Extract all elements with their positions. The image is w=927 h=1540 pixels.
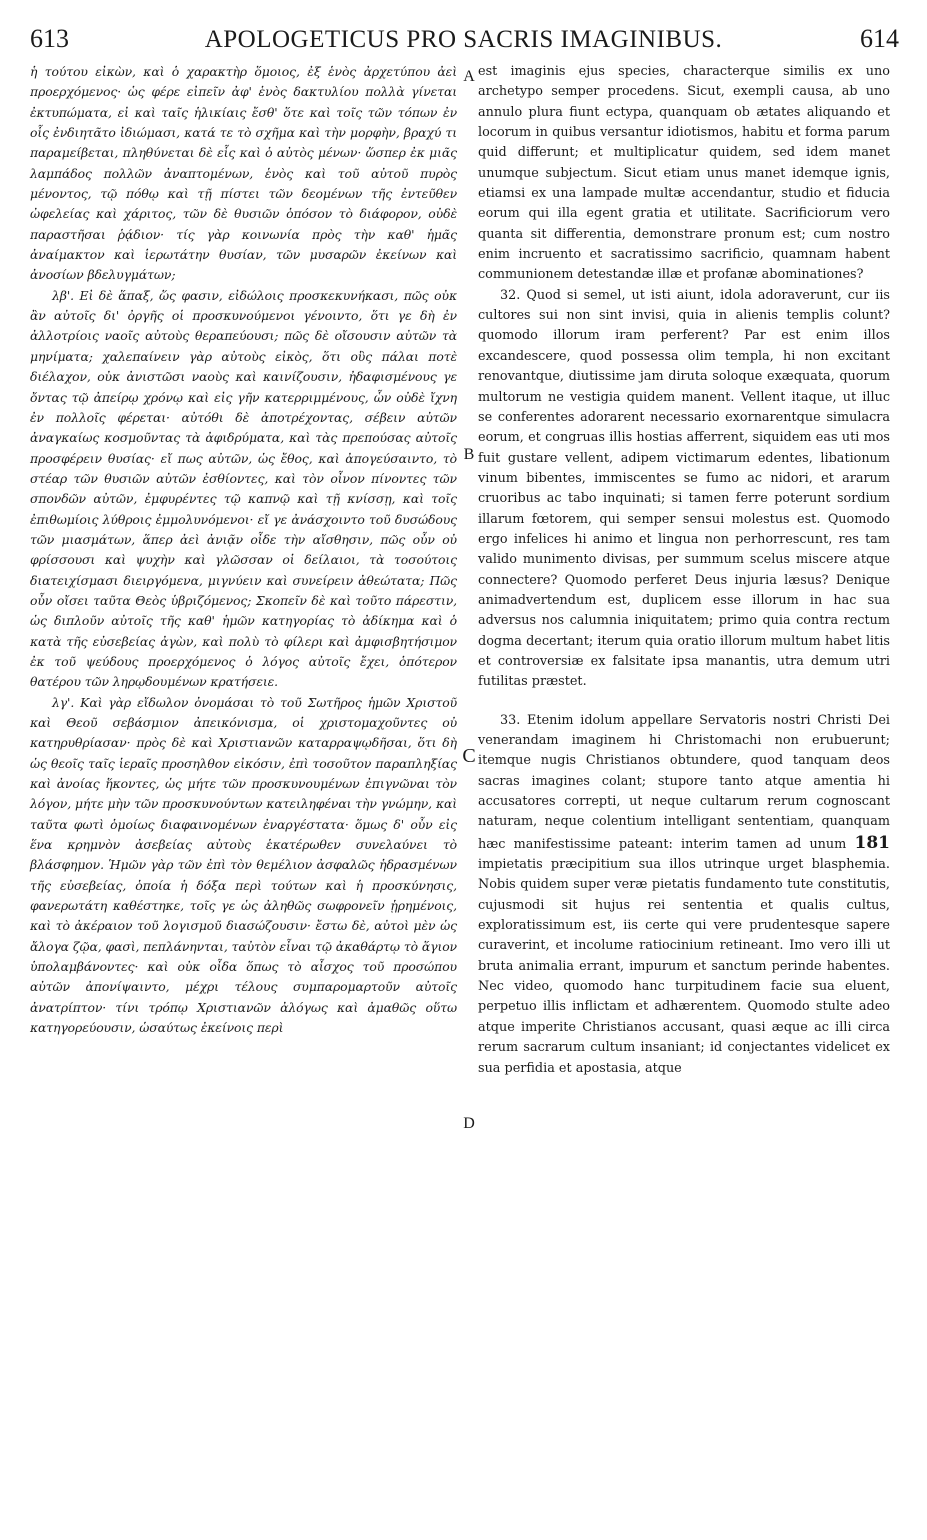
page-number-right: 614 — [860, 24, 899, 53]
latin-paragraph-1: est imaginis ejus species, characterque similis ex uno archetypo semper procedens. Sicut, exempli causa, ab uno annulo plura fiunt ectypa, quanquam ob ætates aliquando et locorum in quibus versantur idiotismos, habitu et forma parum quid differunt; et multiplicatur quidem, sed idem manet unumque subjectum. Sicut etiam unus manet idemque ignis, etiamsi ex una lampade multæ accendantur, studio et fiducia eorum qui illa egent gratia et utilitate. Sacrificiorum vero quanta sit differentia, demonstrare pronum est; cum nostro enim incruento et sacratissimo sacrificio, quamnam habent communionem detestandæ illæ et profanæ abominationes? — [478, 64, 890, 283]
greek-paragraph-3: λγ'. Καὶ γὰρ εἴδωλον ὀνομάσαι τὸ τοῦ Σωτῆρος ἡμῶν Χριστοῦ καὶ Θεοῦ σεβάσμιον ἀπεικόνισμα, οἱ χριστομαχοῦντες οὐ κατηρυθρίασαν· πρὸς δὲ καὶ Χριστιανῶν καταρραψῳδῆσαι, ὅτι δὴ ὡς θεοῖς ταῖς ἱεραῖς προσηλθον εἰκόσιν, ἐπὶ τοσοῦτον παραπληξίας καὶ ἀνοίας ἥκοντες, ὡς μήτε τῶν προσκυνουμένων ἐπιγνῶναι τὸν λόγον, μήτε μὴν τῶν προσκυνούντων κατειληφέναι τὴν γνώμην, καὶ ταῦτα φωτὶ ὁμοίως διαφαινομένων ἐναργέστατα· ὅμως δ' οὖν εἰς ἕνα κρημνὸν ἀσεβείας αὐτοὺς ἑκατέρωθεν συνελαύνει τὸ βλάσφημον. Ἡμῶν γὰρ τῶν ἐπὶ τὸν θεμέλιον ἀσφαλῶς ἡδρασμένων τῆς εὐσεβείας, ὁποία ἡ δόξα περὶ τούτων καὶ ἡ προσκύνησις, φανερωτάτη καθέστηκε, τοῖς γε ὡς ἀληθῶς σωφρονεῖν ᾑρημένοις, καὶ τὸ ἀκέραιον τοῦ λογισμοῦ διασώζουσιν· ἔστω δὲ, αὐτοὶ μὲν ὡς ἄλογα ζῷα, φασὶ, πεπλάνηνται, ταὐτὸν εἶναι τῷ ἀκαθάρτῳ τὸ ἅγιον ὑπολαμβάνοντες· καὶ οὐκ οἶδα ὅπως τὸ αἶσχος τοῦ προσώπου αὐτῶν ἀπονίψαιντο, μέχρι τέλους συμπαρομαρτοῦν αὐτοῖς ἀνατρίπτον· τίνι τρόπῳ Χριστιανῶν ἀλόγως καὶ ἀμαθῶς οὕτω κατηγορεύουσιν, ὡσαύτως ἐκείνοις περὶ — [30, 694, 457, 1036]
greek-paragraph-1: ἡ τούτου εἰκὼν, καὶ ὁ χαρακτὴρ ὅμοιος, ἐξ ἑνὸς ἀρχετύπου ἀεὶ προερχόμενος· ὡς φέρε εἰπεῖν ἀφ' ἑνὸς δακτυλίου πολλὰ γίνεται ἐκτυπώματα, εἰ καὶ ταῖς ἡλικίαις ἔσθ' ὅτε καὶ τοῖς τῶν τόπων ἐν οἷς ἐνδιητᾶτο ἰδιώμασι, κατά τε τὸ σχῆμα καὶ τὴν μορφὴν, βραχύ τι παραμείβεται, πληθύνεται δὲ εἷς καὶ ὁ αὐτὸς μένων· ὥσπερ ἐκ μιᾶς λαμπάδος πολλῶν ἀναπτομένων, ἑνὸς καὶ τοῦ αὐτοῦ πυρὸς μένοντος, τῷ πόθῳ καὶ τῇ πίστει τῶν δεομένων τῆς ἐντεῦθεν ὠφελείας καὶ χάριτος, τῶν δὲ θυσιῶν ὁπόσον τὸ διάφορον, οὐδὲ παραστῆσαι ῥᾴδιον· τίς γὰρ κοινωνία πρὸς τὴν καθ' ἡμᾶς ἀναίμακτον καὶ ἱερωτάτην θυσίαν, τῶν μυσαρῶν ἐκείνων καὶ ἀνοσίων βδελυγμάτων; — [30, 64, 457, 283]
section-gap — [478, 693, 890, 711]
margin-marker-a: A — [463, 68, 475, 85]
migne-column-number: 181 — [854, 832, 890, 853]
margin-marker-c: C — [462, 745, 476, 767]
margin-marker-b: B — [463, 446, 475, 463]
latin-paragraph-2: 32. Quod si semel, ut isti aiunt, idola adoraverunt, cur iis cultores sui non sint invisi, quia in alienis templis colunt? quomodo illorum iram perferent? Par est enim illos excandescere, quod possessa olim templa, hi non excitant renovantque, diutissime jam diruta soloque exæquata, quorum multorum ne vestigia quidem manent. Vellent itaque, ut illuc se conferentes adorarent necessario exornarentque simulacra eorum, et congruas illis hostias afferrent, siquidem eas uti mos fuit gustare vellent, adipem victimarum edentes, libationum vinum bibentes, immiscentes se fumo ac nidori, et ararum cruoribus ac tabo inquinati; si tamen ferre poterunt sordium illarum fœtorem, qui semper sensui molestus est. Quomodo ergo infelices hi animo et lingua non perhorrescunt, res tam valido munimento divisas, per summum scelus miscere atque connectere? Quomodo perferet Deus injuria læsus? Denique animadvertendum est, duplicem esse illorum in hac sua adversus nos calumnia iniquitatem; primo quia contra rectum dogma decertant; iterum quia oratio illorum multum habet litis et controversiæ ex falsitate ipsa manantis, utra demum utri futilitas præstet. — [478, 287, 890, 690]
page-number-left: 613 — [30, 24, 69, 53]
greek-paragraph-2: λβ'. Εἰ δὲ ἅπαξ, ὥς φασιν, εἰδώλοις προσκεκυνήκασι, πῶς οὐκ ἂν αὐτοῖς δι' ὀργῆς οἱ προσκυνούμενοι γένοιντο, ὅτι γε δὴ ἐν ἀλλοτρίοις ναοῖς αὐτοὺς θεραπεύουσι; πῶς δὲ οἴσουσιν αὐτῶν τὰ μηνίματα; χαλεπαίνειν γὰρ αὐτοὺς εἰκὸς, ὅτι οὓς πάλαι ποτὲ διέλαχον, οὐκ ἀνιστῶσι ναοὺς καὶ καινίζουσιν, ἠδαφισμένους γε ὄντας τῷ ἀπείρῳ χρόνῳ καὶ εἰς γῆν κατερριμμένους, ὧν οὐδὲ ἴχνη ἐν πολλοῖς φέρεται· αὐτόθι δὲ ἀποτρέχοντας, σέβειν αὐτῶν ἀναγκαίως κοσμοῦντας τὰ ἀφιδρύματα, καὶ τὰς πρεπούσας αὐτοῖς προσφέρειν θυσίας· εἴ πως αὐτῶν, ὡς ἔθος, καὶ ἀπογεύσαιντο, τὸ στέαρ τῶν θυσιῶν αὐτῶν ἐσθίοντες, καὶ τὸν οἶνον πίνοντες τῶν σπονδῶν αὐτῶν, ἐμφυρέντες τῷ καπνῷ καὶ τῇ κνίσσῃ, καὶ τοῖς ἐπιθωμίοις λύθροις ἐμμολυνόμενοι· εἴ γε ἀνάσχοιντο τοῦ δυσώδους τῶν μιασμάτων, ἅπερ ἀεὶ ἀνιᾷν οἶδε τὴν αἴσθησιν, πῶς οὖν οὐ φρίσσουσι καὶ ψυχὴν καὶ γλῶσσαν οἱ δείλαιοι, τὰ τοσούτοις διατειχίσμασι διειργόμενα, μιγνύειν καὶ συνείρειν ἀθεώτατα; Πῶς οὖν οἴσει ταῦτα Θεὸς ὑβριζόμενος; Σκοπεῖν δὲ καὶ τοῦτο πάρεστιν, ὡς διπλοῦν αὐτοῖς τῆς καθ' ἡμῶν κατηγορίας τὸ ἀδίκημα καὶ ὁ κατὰ τῆς εὐσεβείας ἀγὼν, καὶ πολὺ τὸ φίλερι καὶ ἀμφισβητήσιμον ἐκ τοῦ ψεύδους προερχόμενος ὁ λόγος αὐτοῖς ἔχει, ὁπότερον θατέρου τῶν ληρῳδουμένων κρατήσειε. — [30, 287, 457, 690]
greek-column — [30, 62, 457, 1039]
running-title: APOLOGETICUS PRO SACRIS IMAGINIBUS. — [204, 26, 723, 53]
latin-paragraph-3-start: 33. Etenim idolum appellare Servatoris nostri Christi Dei venerandam imaginem hi Christomachi non erubuerunt; itemque nugis Christianos obtundere, quod tanquam deos sacras imagines colant; stupore tanto atque amentia hi accusatores correpti, ut neque cultarum rerum cognoscant naturam, neque colentium intelligant sententiam, quanquam hæc manifestissime pateant: interim tamen ad unum — [478, 712, 890, 852]
latin-column — [478, 62, 890, 1079]
latin-paragraph-3 — [478, 711, 890, 1079]
running-header — [0, 0, 927, 60]
latin-paragraph-3-end: impietatis præcipitium sua illos utrinque urget blasphemia. Nobis quidem super veræ pietatis fundamento tute constitutis, cujusmodi sit hujus rei sententia et qualis cultus, exploratissimum est, iis certe qui vere prudentesque sapere curaverint, et incolume ratiocinium retineant. Imo vero illi ut bruta animalia errant, impurum et sanctum perinde habentes. Nec video, quomodo hanc turpitudinem facie sua eluent, perpetuo illis inflictam et adhærentem. Quomodo stulte adeo atque imperite Christianos accusant, quasi æque ac illi circa rerum sacrarum cultum insaniant; id conjectantes videlicet ex sua perfidia et apostasia, atque — [478, 857, 890, 1076]
margin-marker-d: D — [463, 1115, 475, 1132]
